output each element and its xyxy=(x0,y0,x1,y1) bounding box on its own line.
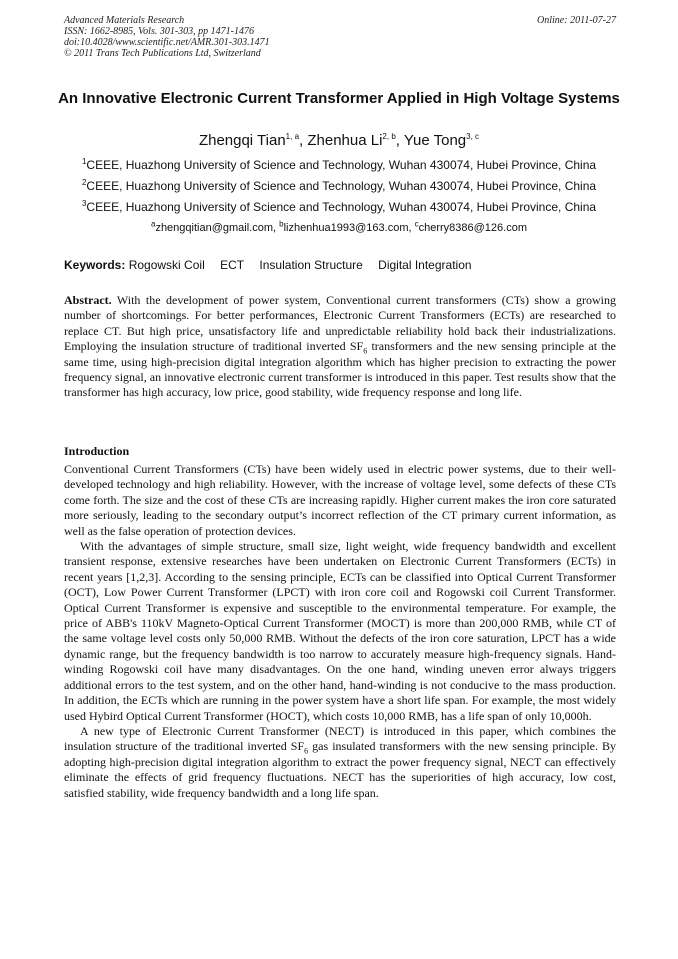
journal-header xyxy=(64,15,616,59)
email-link[interactable]: cherry8386@126.com xyxy=(418,222,527,234)
journal-name: Advanced Materials Research xyxy=(64,15,185,26)
abstract-text: transformers and the new sensing principle at the same time, using high-precision digital integration algorithm which has higher precision to extracting the power frequency signal, an innovative electronic current transformer is introduced in this paper. Test results show that the transformer has high accuracy, low price, good stability, wide frequency response and long life. xyxy=(64,339,616,400)
abstract-section xyxy=(64,293,616,401)
author-sup: 2, b xyxy=(382,132,396,141)
affiliation-sup: 1 xyxy=(81,157,87,166)
paper-title: An Innovative Electronic Current Transformer Applied in High Voltage Systems xyxy=(58,90,620,107)
author-sup: 1, a xyxy=(285,132,300,141)
keywords-label: Keywords: xyxy=(64,258,126,272)
intro-paragraph-3 xyxy=(64,724,616,801)
author-name: Yue Tong xyxy=(403,132,467,149)
online-date: Online: 2011-07-27 xyxy=(537,15,616,26)
abstract-paragraph xyxy=(64,293,616,401)
issn-line: ISSN: 1662-8985, Vols. 301-303, pp 1471-1476 xyxy=(64,26,254,37)
email-sup: b xyxy=(279,219,284,229)
keyword: Rogowski Coil xyxy=(128,258,205,272)
affiliation-text: CEEE, Huazhong University of Science and Technology, Wuhan 430074, Hubei Province, China xyxy=(86,200,597,214)
affiliation-2 xyxy=(40,179,638,194)
intro-paragraph-1: Conventional Current Transformers (CTs) have been widely used in electric power systems, due to their well-developed technology and high reliability. However, with the increase of voltage level, some defects of these CTs come forth. The size and the cost of these CTs are increasing rapidly. Higher current makes the iron core saturated more seriously, leading to the secondary output’s incorrect reflection of the CT primary current information, as well as the false operation of protection devices. xyxy=(64,462,616,538)
keyword: Insulation Structure xyxy=(259,258,363,272)
email-sup: c xyxy=(414,219,419,229)
affiliation-text: CEEE, Huazhong University of Science and Technology, Wuhan 430074, Hubei Province, China xyxy=(86,158,597,172)
introduction-section xyxy=(64,462,616,801)
subscript: 6 xyxy=(304,746,309,756)
email-link[interactable]: zhengqitian@gmail.com, xyxy=(155,222,280,234)
intro-text: gas insulated transformers with the new sensing principle. By adopting high-precision digital integration algorithm to extract the power frequency signal, NECT can effectively eliminate the effects of grid frequency fluctuations. NECT has the superiorities of high accuracy, low cost, satisfied stability, wide frequency bandwidth and a long life span. xyxy=(64,739,617,800)
intro-text: A new type of Electronic Current Transformer (NECT) is introduced in this paper, which combines the insulation structure of the traditional inverted SF xyxy=(64,723,616,754)
author-name: Zhengqi Tian xyxy=(198,132,286,149)
abstract-label: Abstract. xyxy=(64,293,112,307)
author-sup: 3, c xyxy=(466,132,480,141)
introduction-heading: Introduction xyxy=(64,444,130,458)
email-sup: a xyxy=(150,219,156,229)
intro-paragraph-2: With the advantages of simple structure, small size, light weight, wide frequency bandwidth and excellent transient response, extensive researches have been undertaken on Electronic Current Transformers (ECTs) in recent years [1,2,3]. According to the sensing principle, ECTs can be classified into Optical Current Transformer (OCT), Low Power Current Transformer (LPCT) with iron core coil and Rogowski coil Current Transformer. Optical Current Transformer is expensive and susceptible to the environmental temperature. For example, the price of ABB's 110kV Magneto-Optical Current Transformer (MOCT) is more than 200,000 RMB, while CT of the same voltage level costs only 50,000 RMB. Without the defects of the iron core saturation, LPCT has a wide dynamic range, but the frequency bandwidth is too narrow to accurately measure high-frequency signals. Hand-winding Rogowski coil have many disadvantages. On the one hand, winding uneven error always triggers additional errors to the test system, and on the other hand, hand-winding is not conducive to the mass production. In addition, the ECTs which are running in the power system have a short life span. For example, the most widely used Hybird Optical Current Transformer (HOCT), which costs 10,000 RMB, has a life span of only 10,000h. xyxy=(64,539,616,723)
affiliation-3 xyxy=(40,200,638,215)
email-link[interactable]: lizhenhua1993@163.com, xyxy=(283,222,415,234)
copyright-line: © 2011 Trans Tech Publications Ltd, Switzerland xyxy=(64,48,261,59)
subscript: 6 xyxy=(363,346,368,356)
affiliation-text: CEEE, Huazhong University of Science and Technology, Wuhan 430074, Hubei Province, China xyxy=(86,179,597,193)
keywords-line xyxy=(64,258,616,273)
author-name: Zhenhua Li xyxy=(307,132,383,149)
affiliation-1 xyxy=(40,158,638,173)
keyword: Digital Integration xyxy=(378,258,472,272)
affiliation-sup: 2 xyxy=(81,178,87,187)
abstract-text: With the development of power system, Conventional current transformers (CTs) show a growing number of shortcomings. For better performances, Electronic Current Transformers (ECTs) are researched to replace CT. But high price, unsatisfactory life and unpredictable reliability hold back their industrializations. Employing the insulation structure of traditional inverted SF xyxy=(64,293,616,354)
affiliation-sup: 3 xyxy=(81,199,87,208)
author-list: Zhengqi Tian$^{1, a}$, Zhenhua Li$^{2, b}$, Yue Tong$^{3, c}$ xyxy=(198,132,480,149)
doi-line: doi:10.4028/www.scientific.net/AMR.301-303.1471 xyxy=(64,37,270,48)
keyword: ECT xyxy=(220,258,245,272)
email-list xyxy=(40,221,638,235)
